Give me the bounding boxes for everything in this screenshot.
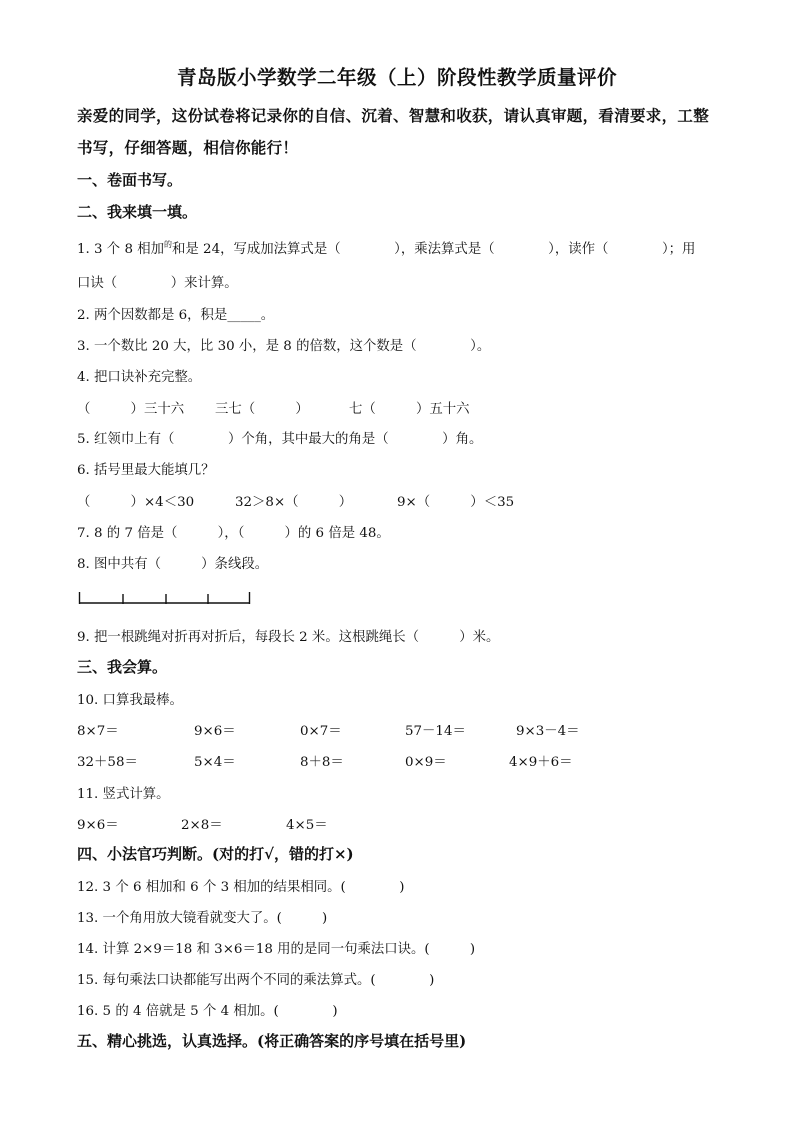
question-1-part-b: 和是 24，写成加法算式是（ ），乘法算式是（ ），读作（ ）；用 xyxy=(172,242,696,257)
calc-r1-c2: 9×6＝ xyxy=(194,724,236,739)
question-12: 12. 3 个 6 相加和 6 个 3 相加的结果相同。( ) xyxy=(77,880,405,895)
line-segment-figure xyxy=(78,590,252,606)
vertical-calc-2: 2×8＝ xyxy=(181,818,223,833)
calc-r2-c1: 32＋58＝ xyxy=(77,755,138,770)
question-1-line-2: 口诀（ ）来计算。 xyxy=(77,276,238,291)
question-3: 3. 一个数比 20 大，比 30 小，是 8 的倍数，这个数是（ ）。 xyxy=(77,339,491,354)
calc-r2-c3: 8＋8＝ xyxy=(300,755,344,770)
question-1-superscript: 的 xyxy=(164,240,173,249)
question-9: 9. 把一根跳绳对折再对折后，每段长 2 米。这根跳绳长（ ）米。 xyxy=(77,630,500,645)
calc-r1-c4: 57－14＝ xyxy=(405,724,466,739)
question-4: 4. 把口诀补充完整。 xyxy=(77,370,202,385)
question-14: 14. 计算 2×9＝18 和 3×6＝18 用的是同一句乘法口诀。( ) xyxy=(77,942,476,957)
section-1-heading: 一、卷面书写。 xyxy=(77,171,183,189)
question-2: 2. 两个因数都是 6，积是_____。 xyxy=(77,308,275,323)
calc-r2-c2: 5×4＝ xyxy=(194,755,236,770)
vertical-calc-1: 9×6＝ xyxy=(77,818,119,833)
question-13: 13. 一个角用放大镜看就变大了。( ) xyxy=(77,911,328,926)
q6-item-3: 9×（ ）＜35 xyxy=(397,495,515,510)
q6-item-2: 32＞8×（ ） xyxy=(235,495,353,510)
q4-item-3: 七（ ）五十六 xyxy=(349,402,470,417)
intro-line-1: 亲爱的同学，这份试卷将记录你的自信、沉着、智慧和收获，请认真审题，看清要求，工整 xyxy=(77,106,710,125)
section-5-heading: 五、精心挑选，认真选择。(将正确答案的序号填在括号里) xyxy=(77,1032,467,1050)
calc-r1-c5: 9×3－4＝ xyxy=(516,724,580,739)
section-3-heading: 三、我会算。 xyxy=(77,658,168,676)
intro-line-2: 书写，仔细答题，相信你能行！ xyxy=(77,138,299,157)
question-6: 6. 括号里最大能填几？ xyxy=(77,463,215,478)
q6-item-1: （ ）×4＜30 xyxy=(77,495,195,510)
q4-item-2: 三七（ ） xyxy=(215,402,309,417)
calc-r1-c3: 0×7＝ xyxy=(300,724,342,739)
page-title: 青岛版小学数学二年级（上）阶段性教学质量评价 xyxy=(176,66,617,89)
question-7: 7. 8 的 7 倍是（ ），（ ）的 6 倍是 48。 xyxy=(77,526,390,541)
question-10: 10. 口算我最棒。 xyxy=(77,693,183,708)
question-11: 11. 竖式计算。 xyxy=(77,787,170,802)
calc-r2-c5: 4×9＋6＝ xyxy=(509,755,573,770)
question-1-part-a: 1. 3 个 8 相加 xyxy=(77,242,165,257)
question-8: 8. 图中共有（ ）条线段。 xyxy=(77,557,269,572)
q4-item-1: （ ）三十六 xyxy=(77,402,185,417)
section-4-heading: 四、小法官巧判断。(对的打√，错的打×) xyxy=(77,845,354,863)
section-2-heading: 二、我来填一填。 xyxy=(77,203,198,221)
question-1 xyxy=(77,238,695,257)
vertical-calc-3: 4×5＝ xyxy=(286,818,328,833)
question-15: 15. 每句乘法口诀都能写出两个不同的乘法算式。( ) xyxy=(77,973,435,988)
question-5: 5. 红领巾上有（ ）个角，其中最大的角是（ ）角。 xyxy=(77,432,483,447)
calc-r1-c1: 8×7＝ xyxy=(77,724,119,739)
calc-r2-c4: 0×9＝ xyxy=(405,755,447,770)
question-16: 16. 5 的 4 倍就是 5 个 4 相加。( ) xyxy=(77,1004,338,1019)
